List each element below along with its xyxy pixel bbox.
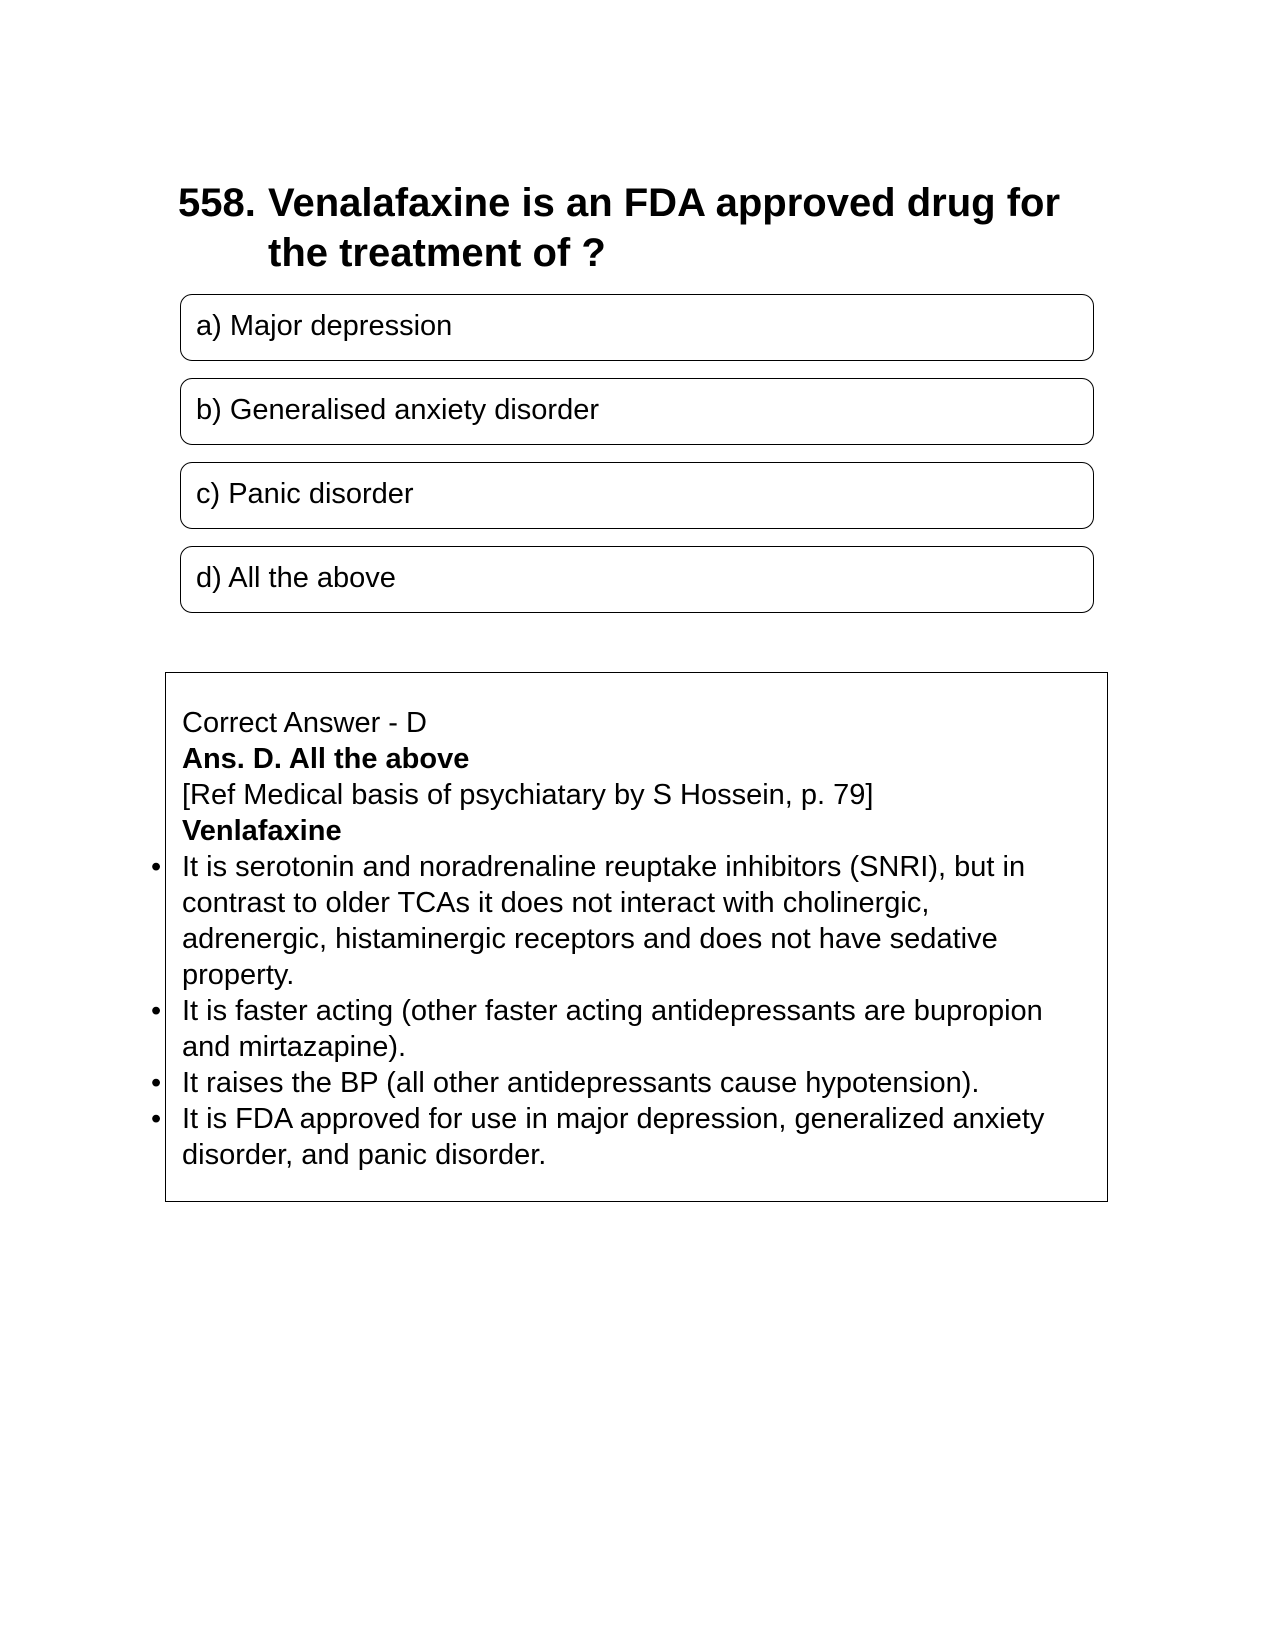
explanation-point-text: It is faster acting (other faster acting antidepressants are bupropion and mirtazapine). bbox=[182, 995, 1043, 1063]
explanation-point bbox=[151, 993, 1082, 1065]
answer-reference: [Ref Medical basis of psychiatary by S Hossein, p. 79] bbox=[182, 779, 874, 811]
option-a[interactable]: a) Major depression bbox=[180, 294, 1094, 361]
bullet-icon: • bbox=[151, 1103, 162, 1135]
option-b[interactable]: b) Generalised anxiety disorder bbox=[180, 378, 1094, 445]
answer-explanation-box bbox=[151, 672, 1108, 1202]
explanation-point-text: It is FDA approved for use in major depression, generalized anxiety disorder, and panic disorder. bbox=[182, 1103, 1045, 1171]
question-text: Venalafaxine is an FDA approved drug for the treatment of ? bbox=[268, 181, 1061, 275]
bullet-icon: • bbox=[151, 995, 162, 1027]
answer-content bbox=[151, 705, 1082, 1173]
question-heading bbox=[178, 178, 1098, 278]
answer-subheading: Venlafaxine bbox=[182, 815, 342, 847]
explanation-point bbox=[151, 1101, 1082, 1173]
option-c[interactable]: c) Panic disorder bbox=[180, 462, 1094, 529]
options-list bbox=[180, 294, 1094, 630]
explanation-point bbox=[151, 849, 1082, 993]
bullet-icon: • bbox=[151, 1067, 162, 1099]
option-d[interactable]: d) All the above bbox=[180, 546, 1094, 613]
answer-heading: Ans. D. All the above bbox=[182, 743, 470, 775]
bullet-icon: • bbox=[151, 851, 162, 883]
explanation-point bbox=[151, 1065, 1082, 1101]
question-number: 558. bbox=[178, 181, 256, 225]
explanation-points bbox=[151, 849, 1082, 1173]
correct-answer-text: Correct Answer - D bbox=[182, 707, 427, 739]
explanation-point-text: It raises the BP (all other antidepressants cause hypotension). bbox=[182, 1067, 980, 1099]
explanation-point-text: It is serotonin and noradrenaline reuptake inhibitors (SNRI), but in contrast to older TCAs it does not interact with cholinergic, adrenergic, histaminergic receptors and does not have sedative property. bbox=[182, 851, 1026, 991]
